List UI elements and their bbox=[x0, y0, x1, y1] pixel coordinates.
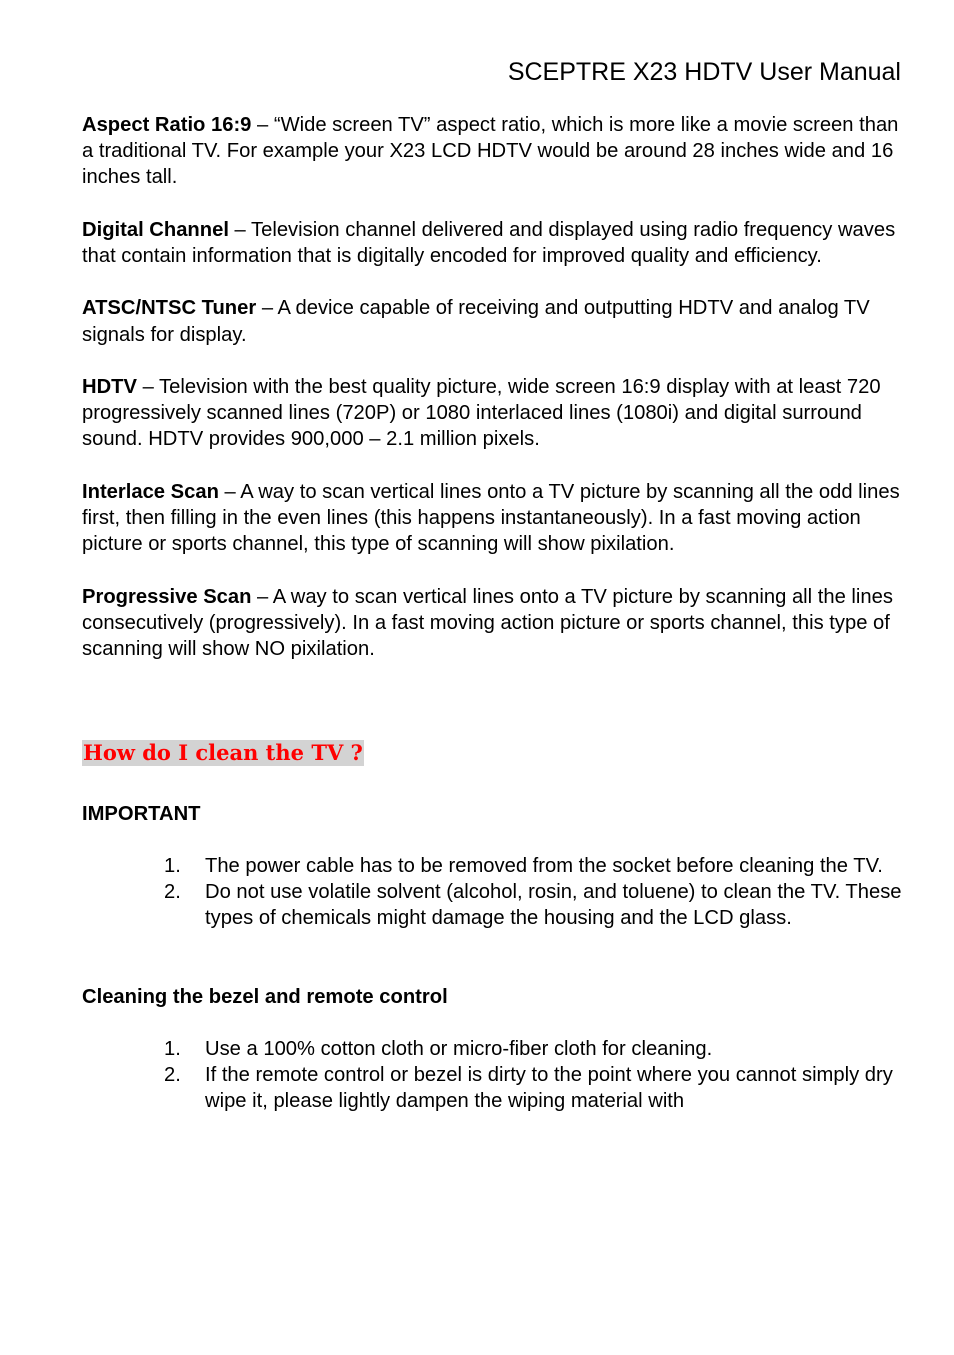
section-title-cleaning: How do I clean the TV ? bbox=[83, 740, 363, 766]
definition-text: – Television channel delivered and displayed using radio frequency waves that contain information that is digitally encoded for improved quality and efficiency. bbox=[82, 218, 896, 267]
list-item bbox=[82, 853, 902, 879]
list-item bbox=[82, 1062, 902, 1114]
definition-text: – A way to scan vertical lines onto a TV picture by scanning all the lines consecutively (progressively). In a fast moving action picture or sports channel, this type of scanning will show NO pixilation. bbox=[82, 585, 893, 660]
list-item-number: 2. bbox=[164, 1064, 181, 1087]
definition-term: Interlace Scan bbox=[82, 480, 219, 503]
definition-digital-channel bbox=[82, 217, 902, 269]
definition-term: Digital Channel bbox=[82, 218, 229, 241]
definition-hdtv bbox=[82, 374, 902, 453]
bezel-cleaning-list bbox=[82, 1036, 902, 1115]
definition-text: – Television with the best quality picture, wide screen 16:9 display with at least 720 progressively scanned lines (720P) or 1080 interlaced lines (1080i) and digital surround sound. HDTV provides 900,000 – 2.1 million pixels. bbox=[82, 375, 881, 451]
definition-text: – “Wide screen TV” aspect ratio, which is more like a movie screen than a traditional TV. For example your X23 LCD HDTV would be around 28 inches wide and 16 inches tall. bbox=[82, 114, 899, 189]
list-item-text: Use a 100% cotton cloth or micro-fiber cloth for cleaning. bbox=[205, 1037, 713, 1060]
definition-progressive-scan bbox=[82, 584, 902, 663]
list-item bbox=[82, 879, 902, 931]
important-list bbox=[82, 853, 902, 932]
definition-term: ATSC/NTSC Tuner bbox=[82, 297, 257, 320]
definition-text: – A way to scan vertical lines onto a TV picture by scanning all the odd lines first, then filling in the even lines (this happens instantaneously). In a fast moving action picture or sports channel, this type of scanning will show pixilation. bbox=[82, 480, 900, 556]
list-item-text: If the remote control or bezel is dirty to the point where you cannot simply dry wipe it, please lightly dampen the wiping material with bbox=[205, 1064, 893, 1113]
list-item-text: The power cable has to be removed from the socket before cleaning the TV. bbox=[205, 854, 883, 877]
bezel-cleaning-heading: Cleaning the bezel and remote control bbox=[82, 985, 448, 1008]
page-content bbox=[82, 112, 902, 1115]
definition-interlace-scan bbox=[82, 479, 902, 558]
definition-term: Progressive Scan bbox=[82, 585, 252, 608]
definition-aspect-ratio bbox=[82, 112, 902, 191]
definition-text: – A device capable of receiving and outputting HDTV and analog TV signals for display. bbox=[82, 297, 870, 346]
definition-term: Aspect Ratio 16:9 bbox=[82, 114, 252, 136]
list-item-number: 1. bbox=[164, 854, 181, 877]
important-heading: IMPORTANT bbox=[82, 802, 201, 825]
definition-atsc-ntsc-tuner bbox=[82, 295, 902, 347]
list-item-number: 2. bbox=[164, 881, 181, 904]
page-header: SCEPTRE X23 HDTV User Manual bbox=[507, 58, 901, 86]
list-item-number: 1. bbox=[164, 1037, 181, 1060]
list-item bbox=[82, 1036, 902, 1062]
definition-term: HDTV bbox=[82, 375, 137, 398]
list-item-text: Do not use volatile solvent (alcohol, rosin, and toluene) to clean the TV. These types of chemicals might damage the housing and the LCD glass. bbox=[205, 881, 902, 930]
